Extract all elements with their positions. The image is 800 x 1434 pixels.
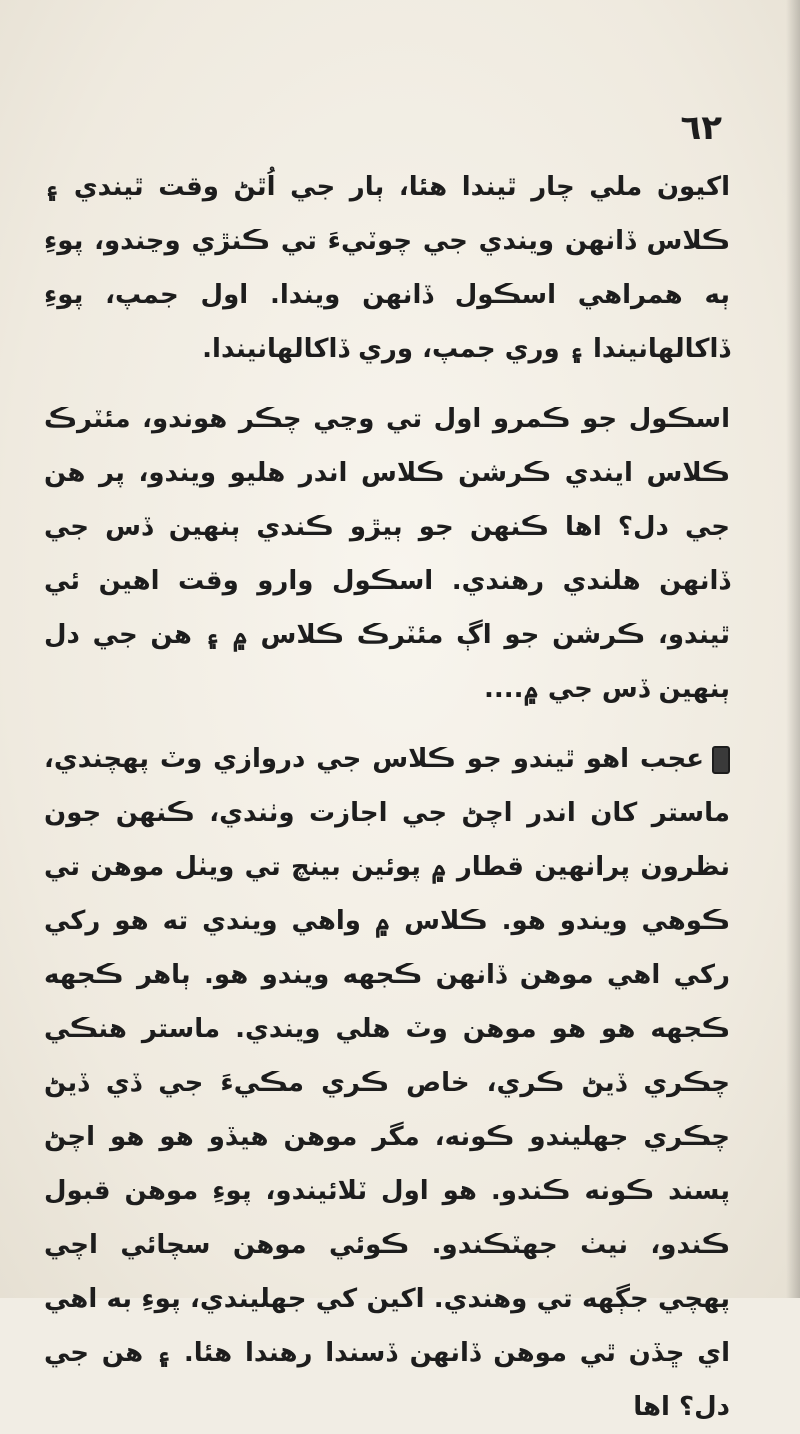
body-text [44, 160, 730, 1434]
page-edge-shadow [786, 0, 800, 1298]
paragraph-2: اسڪول جو ڪمرو اول تي وڃي چڪر هوندو، مئٽرڪ ڪلاس ايندي ڪرشن ڪلاس اندر هليو ويندو، پر هن جي دل؟ اها ڪنهن جو ٻيڙو ڪندي ٻنهين ڏس جي ڏانهن هلندي رهندي. اسڪول وارو وقت اهين ئي ٿيندو، ڪرشن جو اڳ مئٽرڪ ڪلاس ۾ ۽ هن جي دل ٻنهين ڏس جي ۾.... [44, 404, 730, 704]
paragraph-marker-icon [712, 746, 730, 774]
paragraph-1: اکيون ملي چار ٿيندا هئا، ٻار جي اُٿڻ وقت ٿيندي ۽ ڪلاس ڏانهن ويندي جي چوٽيءَ تي ڪنڙي وڃندو، پوءِ ٻه همراهي اسڪول ڏانهن ويندا. اول جمپ، پوءِ ڏاکالهانيندا ۽ وري جمپ، وري ڏاکالهانيندا. [44, 172, 730, 364]
paragraph-3-container [44, 732, 730, 1434]
page-number: ٦٢ [680, 108, 722, 148]
paragraph-3: عجب اهو ٿيندو جو ڪلاس جي دروازي وٽ پهچندي، ماستر کان اندر اچڻ جي اجازت وٺندي، ڪنهن جون نظرون پرانهين قطار ۾ پوئين بينچ تي ويٺل موهن تي ڪوهي ويندو هو. ڪلاس ۾ واهي ويندي ته هو رکي رکي اهي موهن ڏانهن ڪجهه ويندو هو. ٻاهر ڪجهه ڪجهه هو هو موهن وٽ هلي ويندي. ماستر هنڪي چڪري ڏيڻ ڪري، خاص ڪري مڪيءَ جي ڏي ڏيڻ چڪري جهليندو ڪونه، مگر موهن هيڏو هو هو اچڻ پسند ڪونه ڪندو. هو اول ٽلائيندو، پوءِ موهن قبول ڪندو، نيٺ جهٽڪندو. ڪوئي موهن سچائي اچي پهچي جڳهه تي وهندي. اکين کي جهليندي، پوءِ به اهي اي ڇڏن ٿي موهن ڏانهن ڏسندا رهندا هئا. ۽ هن جي دل؟ اها [44, 744, 730, 1422]
